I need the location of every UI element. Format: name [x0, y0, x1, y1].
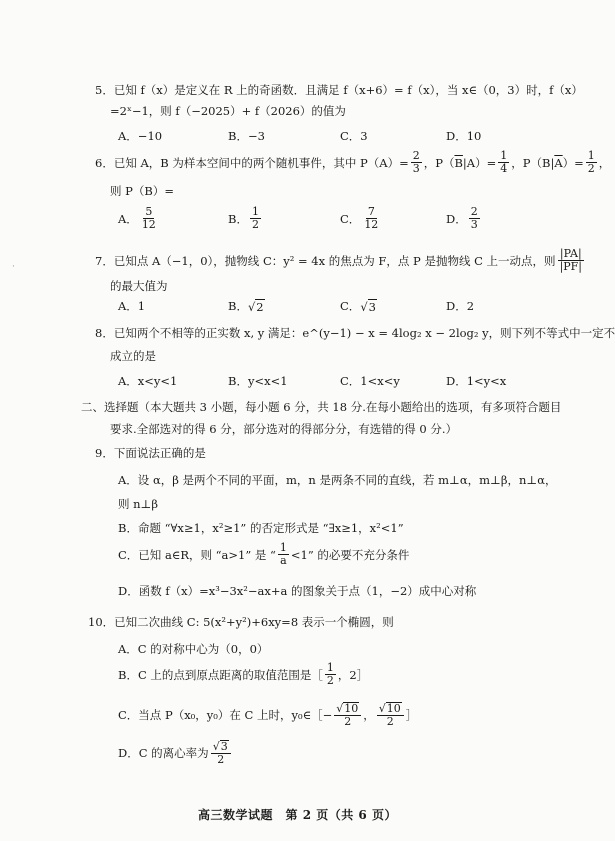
q5-option-d: D．10: [446, 129, 482, 143]
q10-option-c-frac1: [334, 702, 361, 728]
q10-option-c-sep: ，: [363, 708, 375, 722]
q7-frac-num: |PA|: [559, 247, 582, 260]
q8-option-a: A．x<y<1: [118, 374, 178, 388]
q8-stem-line1: 8．已知两个不相等的正实数 x, y 满足：e^(y−1) − x = 4log₂ x − 2log₂ y，则下列不等式中一定不: [95, 326, 615, 340]
q6-text-end: ，: [598, 155, 611, 170]
q7-option-d: D．2: [446, 299, 475, 313]
q10-option-b-den: 2: [326, 674, 334, 687]
q6-text-mid2b: ）=: [562, 155, 584, 170]
q9-option-c-frac: [278, 542, 289, 567]
q7-stem-line2: 的最大值为: [110, 279, 168, 293]
q9-option-c-post: <1” 的必要不充分条件: [290, 547, 410, 562]
q10-stem: 10．已知二次曲线 C: 5(x²+y²)+6xy=8 表示一个椭圆，则: [88, 615, 394, 629]
q6-option-c-frac: [362, 206, 380, 231]
q6-option-a-den: 12: [141, 218, 156, 231]
q6-option-d-frac: [469, 206, 480, 231]
q5-stem-line2: =2ˣ−1，则 f（−2025）+ f（2026）的值为: [110, 104, 346, 118]
q7-option-a: A．1: [118, 299, 146, 313]
q10-option-c-frac2-num: [377, 702, 404, 716]
q6-options: [118, 206, 555, 236]
q10-option-b: [118, 662, 368, 687]
q7-option-c-label: C．: [340, 299, 361, 313]
q10-option-b-post: ，2］: [337, 667, 369, 682]
q6-option-b-frac: [250, 206, 261, 231]
section2-heading-line2: 要求.全部选对的得 6 分，部分选对的得部分分，有选错的得 0 分.）: [110, 422, 458, 436]
q6-frac-pb: [498, 150, 509, 175]
q6-frac-pb-den: 4: [500, 162, 508, 175]
q10-option-c-den1: 2: [344, 715, 352, 728]
q5-option-a: A．−10: [118, 129, 163, 143]
q10-option-c-sqrt2: √ 10: [378, 702, 401, 715]
q10-option-c-radicand1: 10: [344, 702, 359, 715]
q6-option-d-num: 2: [470, 205, 478, 218]
q10-option-d-frac-num: [211, 740, 231, 754]
q6-option-c-num: 7: [367, 205, 375, 218]
margin-mark: ·: [12, 262, 15, 272]
q6-frac-pa: [411, 150, 422, 175]
q10-option-d-sqrt: √ 3: [212, 740, 228, 753]
q6-frac-pc-den: 2: [587, 162, 595, 175]
q6-complement-b: $\overline{B}$: [454, 155, 463, 170]
q10-option-c: [118, 702, 417, 728]
q10-option-c-frac1-num: [334, 702, 361, 716]
q6-option-a: [118, 206, 160, 231]
q9-option-c-den: a: [280, 554, 287, 567]
q6-option-b-label: B．: [228, 211, 248, 226]
q6-option-d-den: 3: [470, 218, 478, 231]
q7-options: [118, 298, 555, 328]
q7-option-b-radicand: 2: [256, 299, 264, 314]
q6-frac-pb-num: 1: [500, 149, 508, 162]
q10-option-c-pre: C．当点 P（x₀，y₀）在 C 上时，y₀∈［−: [118, 708, 333, 722]
q9-option-c-num: 1: [279, 541, 287, 554]
q8-option-d: D．1<y<x: [446, 374, 507, 388]
q7-option-c-radicand: 3: [368, 299, 376, 314]
q10-option-d-radicand: 3: [220, 740, 228, 753]
q6-option-a-label: A．: [118, 211, 138, 226]
q6-frac-pc: [586, 150, 597, 175]
q8-stem-line2: 成立的是: [110, 349, 156, 363]
q6-option-c-label: C．: [340, 211, 361, 226]
q9-stem: 9．下面说法正确的是: [95, 446, 206, 460]
q10-option-b-frac: [325, 662, 336, 687]
q6-option-b-den: 2: [251, 218, 259, 231]
q10-option-a: A．C 的对称中心为（0，0）: [118, 642, 269, 656]
q7-option-b-label: B．: [228, 299, 248, 313]
q10-option-d: [118, 740, 233, 766]
q10-option-c-den2: 2: [386, 715, 394, 728]
q6-option-c: [340, 206, 382, 231]
q6-stem-line1: [95, 150, 610, 175]
q10-option-b-num: 1: [326, 661, 334, 674]
q7-option-b: [228, 298, 265, 314]
q10-option-d-den: 2: [217, 753, 225, 766]
q10-option-c-sqrt1: √ 10: [336, 702, 359, 715]
q6-option-a-frac: [140, 206, 158, 231]
q10-option-d-frac: [211, 740, 231, 766]
q6-option-d: [446, 206, 482, 231]
q5-stem-line1: 5．已知 f（x）是定义在 R 上的奇函数．且满足 f（x+6）= f（x），当 x∈（0，3）时，f（x）: [95, 83, 583, 97]
q6-option-b-num: 1: [251, 205, 259, 218]
q8-option-c: C．1<x<y: [340, 374, 400, 388]
q7-option-c-sqrt: √ 3: [360, 299, 376, 314]
q6-text-mid1: ，P（: [423, 155, 455, 170]
q6-frac-pc-num: 1: [587, 149, 595, 162]
q6-option-c-den: 12: [364, 218, 379, 231]
q9-option-c-pre: C．已知 a∈R，则 “a>1” 是 “: [118, 547, 276, 562]
q6-complement-a: $\overline{A}$: [554, 155, 563, 170]
q7-frac-den: |PF|: [559, 260, 583, 273]
q6-option-d-label: D．: [446, 211, 467, 226]
q8-option-b: B．y<x<1: [228, 374, 288, 388]
q6-stem-line2: 则 P（B）=: [110, 184, 174, 198]
q6-option-b: [228, 206, 263, 231]
q10-option-c-radicand2: 10: [386, 702, 401, 715]
q9-option-a-line1: A．设 α，β 是两个不同的平面，m，n 是两条不同的直线，若 m⊥α，m⊥β，n⊥α，: [118, 473, 557, 487]
q10-option-d-pre: D．C 的离心率为: [118, 746, 209, 760]
q10-option-c-frac2: [377, 702, 404, 728]
q9-option-c: [118, 542, 409, 567]
q10-option-b-pre: B．C 上的点到原点距离的取值范围是［: [118, 667, 323, 682]
q7-option-c: [340, 298, 377, 314]
q5-option-c: C．3: [340, 129, 368, 143]
q6-option-a-num: 5: [145, 205, 153, 218]
q9-option-a-line2: 则 n⊥β: [118, 497, 159, 511]
q5-option-b: B．−3: [228, 129, 265, 143]
q10-option-c-post: ］: [405, 708, 418, 722]
q6-text-pre: 6．已知 A，B 为样本空间中的两个随机事件，其中 P（A）=: [95, 155, 409, 170]
q7-option-b-sqrt: √ 2: [247, 299, 264, 314]
q7-stem-line1: [95, 248, 586, 273]
q6-text-mid2: ，P（B|: [511, 155, 555, 170]
q9-option-d: D．函数 f（x）=x³−3x²−ax+a 的图象关于点（1，−2）成中心对称: [118, 584, 477, 598]
page-footer: 高三数学试题 第 2 页（共 6 页）: [198, 808, 397, 822]
section2-heading-line1: 二、选择题（本大题共 3 小题，每小题 6 分，共 18 分.在每小题给出的选项，有多项符合题目: [81, 400, 562, 414]
q9-option-b: B．命题 “∀x≥1，x²≥1” 的否定形式是 “∃x≥1，x²<1”: [118, 521, 404, 535]
q6-frac-pa-num: 2: [412, 149, 420, 162]
q7-text-pre: 7．已知点 A（−1，0），抛物线 C：y² = 4x 的焦点为 F，点 P 是抛物线 C 上一动点，则: [95, 253, 556, 268]
q6-text-mid1b: |A）=: [462, 155, 497, 170]
q7-frac: [558, 248, 584, 273]
q6-frac-pa-den: 3: [412, 162, 420, 175]
